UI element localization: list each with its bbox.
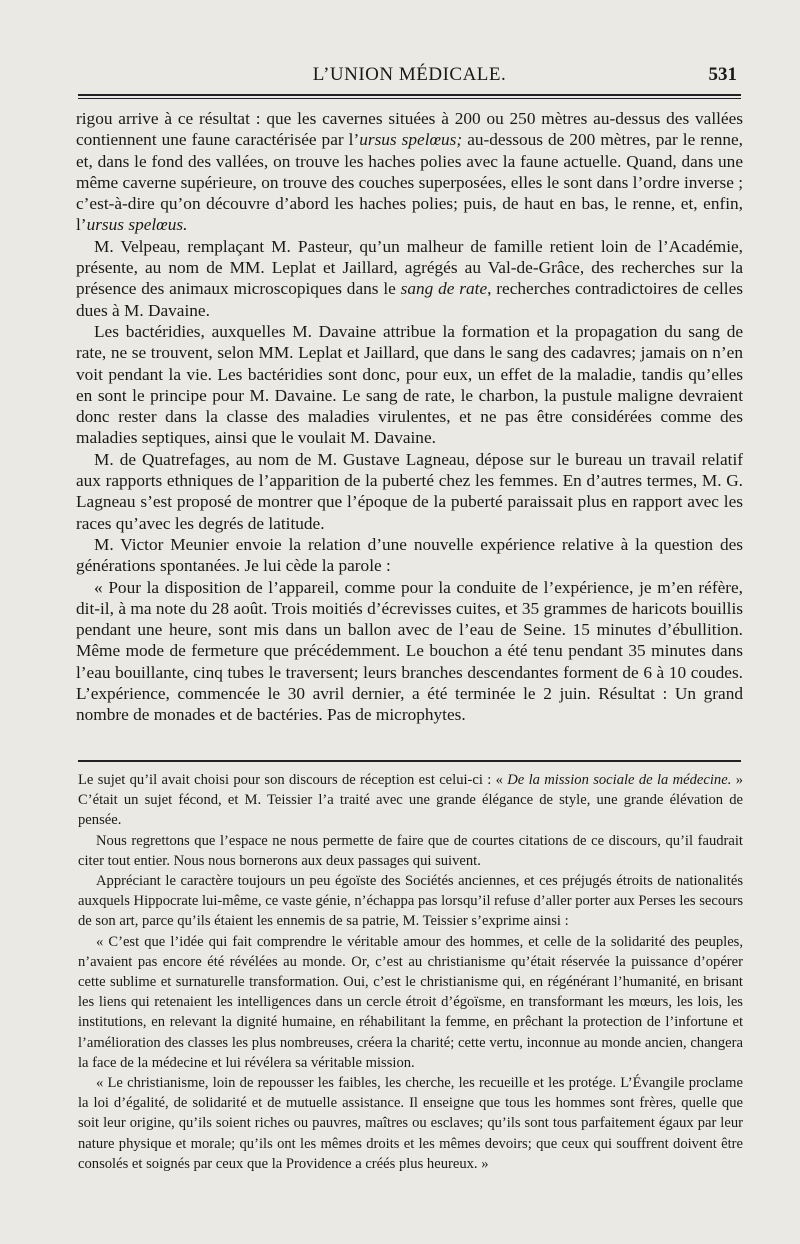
- main-paragraph: [76, 577, 743, 726]
- text-run: Appréciant le caractère toujours un peu égoïste des Sociétés anciennes, et ces préjugés étroits de nationalités auxquels Hippocrate lui-même, ce vaste génie, n’échappa pas lorsqu’il refuse d’aller porter aux Perses les secours de son art, parce qu’ils étaient les ennemis de sa patrie, M. Teissier s’exprime ainsi :: [78, 873, 743, 930]
- italic-text: De la mission sociale de la médecine.: [507, 772, 732, 788]
- main-text-column: [76, 108, 743, 726]
- feuilleton-separator-rule: [78, 760, 741, 762]
- italic-text: sang de rate: [400, 279, 488, 299]
- text-run: M. Velpeau, remplaçant M. Pasteur, qu’un malheur de famille retient loin de l’Académie, présente, au nom de MM. Leplat et Jaillard, agrégés au Val-de-Grâce, des recherches sur la présence des animaux microscopiques dans le: [76, 236, 743, 299]
- header-rule: [78, 94, 741, 99]
- feuilleton-paragraph: [78, 770, 743, 831]
- text-run: Les bactéridies, auxquelles M. Davaine attribue la formation et la propagation du sang de rate, ne se trouvent, selon MM. Leplat et Jaillard, que dans le sang des cadavres; jamais on n’en voit pendant la vie. Les bactéridies sont donc, pour eux, un effet de la maladie, tandis qu’elles en sont le principe pour M. Davaine. Le sang de rate, le charbon, la pustule maligne devraient donc rester dans la classe des maladies virulentes, et ne pas être considérées comme des maladies septiques, ainsi que le voulait M. Davaine.: [76, 321, 743, 448]
- feuilleton-paragraph: [78, 1073, 743, 1174]
- text-run: « Pour la disposition de l’appareil, comme pour la conduite de l’expérience, je m’en réfère, dit-il, à ma note du 28 août. Trois moitiés d’écrevisses cuites, et 35 grammes de haricots bouillis pendant une heure, sont mis dans un ballon avec de l’eau de Seine. 15 minutes d’ébullition. Même mode de fermeture que précédemment. Le bouchon a été tenu pendant 35 minutes dans l’eau bouillante, cinq tubes le traversent; leurs branches descendantes forment de 6 à 10 coudes. L’expérience, commencée le 30 avril dernier, a été terminée le 2 juin. Résultat : Un grand nombre de monades et de bactéries. Pas de microphytes.: [76, 577, 743, 725]
- running-header: [78, 58, 741, 88]
- text-run: Le sujet qu’il avait choisi pour son discours de réception est celui-ci : «: [78, 772, 508, 788]
- text-run: M. de Quatrefages, au nom de M. Gustave Lagneau, dépose sur le bureau un travail relatif aux rapports ethniques de l’apparition de la puberté chez les femmes. En d’autres termes, M. G. Lagneau s’est proposé de montrer que l’époque de la puberté paraissait plus en rapport avec les races qu’avec les degrés de latitude.: [76, 449, 743, 533]
- feuilleton-text-column: [78, 770, 743, 1174]
- main-paragraph: [76, 534, 743, 577]
- text-run: « Le christianisme, loin de repousser les faibles, les cherche, les recueille et les protége. L’Évangile proclame la loi d’égalité, de solidarité et de mutuelle assistance. Il enseigne que tous les hommes sont frères, quelle que soit leur origine, qu’ils soient riches ou pauvres, maîtres ou esclaves; qu’ils sont tous parfaitement égaux par leur nature physique et morale; qu’ils ont les mêmes droits et les mêmes devoirs; que ceux qui souffrent doivent être consolés et soignés par ceux que la Providence a créés plus heureux. »: [78, 1075, 743, 1172]
- text-run: Nous regrettons que l’espace ne nous permette de faire que de courtes citations de ce discours, qu’il faudrait citer tout entier. Nous nous bornerons aux deux passages qui suivent.: [78, 832, 743, 869]
- main-paragraph: [76, 449, 743, 534]
- text-run: au-dessous de 200 mètres, par le renne, et, dans le fond des vallées, on trouve les haches polies avec la faune actuelle. Quand, dans une même caverne supérieure, on trouve des couches superposées, elles le sont dans l’ordre inverse ; c’est-à-dire qu’on découvre d’abord les haches polies; puis, de haut en bas, le renne, et, enfin, l’: [76, 130, 744, 235]
- text-run: , recherches contradictoires de celles dues à M. Davaine.: [76, 279, 743, 320]
- text-run: » C’était un sujet fécond, et M. Teissier l’a traité avec une grande élégance de style, une grande élévation de pensée.: [78, 772, 743, 829]
- italic-text: ursus spelœus;: [359, 130, 463, 150]
- feuilleton-paragraph: [78, 871, 743, 932]
- text-run: rigou arrive à ce résultat : que les cavernes situées à 200 ou 250 mètres au-dessus des vallées contiennent une faune caractérisée par l’: [76, 109, 743, 150]
- italic-text: ursus spelœus.: [86, 215, 188, 235]
- feuilleton-paragraph: [78, 932, 743, 1073]
- text-run: M. Victor Meunier envoie la relation d’une nouvelle expérience relative à la question des générations spontanées. Je lui cède la parole :: [76, 534, 743, 576]
- text-run: « C’est que l’idée qui fait comprendre le véritable amour des hommes, et celle de la solidarité des peuples, n’avaient pas encore été révélées au monde. Or, c’est au christianisme qu’était réservée la puissance d’opérer cette sublime et surnaturelle transformation. Oui, c’est le christianisme qui, en régénérant l’humanité, en brisant les liens qui retenaient les intelligences dans un cercle étroit d’égoïsme, en transformant les mœurs, les lois, les institutions, en relevant la dignité humaine, en réhabilitant la femme, en prêchant la protection de l’infortune et l’amélioration des classes les plus nombreuses, créera la charité; cette vertu, inconnue au monde ancien, changera la face de la médecine et lui révélera sa véritable mission.: [78, 933, 743, 1071]
- main-paragraph: [76, 236, 743, 321]
- feuilleton-paragraph: [78, 831, 743, 871]
- main-paragraph: [76, 321, 743, 449]
- journal-title: L’UNION MÉDICALE.: [312, 64, 507, 85]
- page-number: 531: [708, 64, 737, 85]
- main-paragraph: [76, 108, 743, 236]
